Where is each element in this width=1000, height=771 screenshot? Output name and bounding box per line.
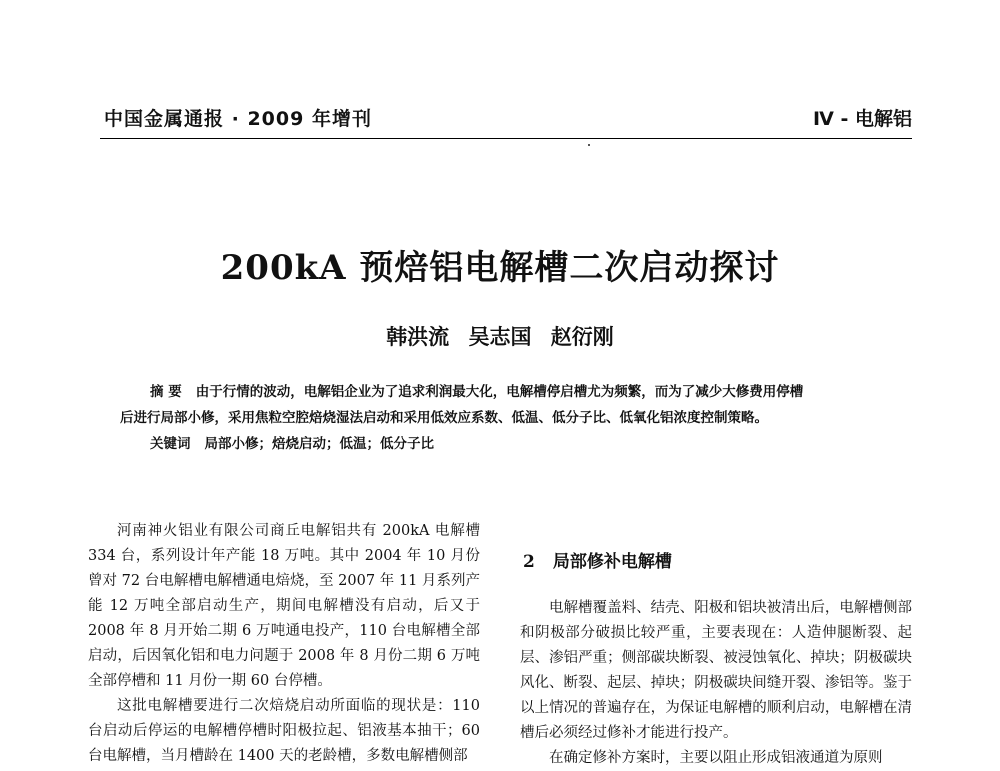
section-number: 2 (523, 552, 535, 572)
speck (588, 144, 590, 146)
abstract-line-2: 后进行局部小修，采用焦粒空腔焙烧湿法启动和采用低效应系数、低温、低分子比、低氧化铝浓度控制策略。 (120, 410, 768, 426)
right-paragraph-2: 在确定修补方案时，主要以阻止形成铝液通道为原则 (549, 750, 883, 766)
section-title: 局部修补电解槽 (552, 552, 672, 572)
left-paragraph-2: 这批电解槽要进行二次焙烧启动所面临的现状是：110 台启动后停运的电解槽停槽时阳极拉起、铝液基本抽干；60 台电解槽，当月槽龄在 1400 天的老龄槽，多数电解槽侧部 (88, 698, 480, 764)
header-rule (100, 138, 912, 139)
keywords-label: 关键词 (150, 436, 191, 452)
left-paragraph-1: 河南神火铝业有限公司商丘电解铝共有 200kA 电解槽 334 台，系列设计年产能 18 万吨。其中 2004 年 10 月份曾对 72 台电解槽电解槽通电焙烧，至 2007 年 11 月系列产能 12 万吨全部启动生产，期间电解槽没有启动，后又于 2008 年 8 月开始二期 6 万吨通电投产，110 台电解槽全部启动，后因氧化铝和电力问题于 2008 年 8 月份二期 6 万吨全部停槽和 11 月份一期 60 台停槽。 (88, 523, 480, 689)
abstract-line-1 (150, 380, 803, 400)
paper-title: 200kA 预焙铝电解槽二次启动探讨 (220, 248, 780, 288)
section-2-heading (523, 547, 672, 572)
keywords-line (150, 432, 434, 452)
abstract-label: 摘 要 (150, 384, 182, 400)
right-paragraph-1: 电解槽覆盖料、结壳、阳极和铝块被清出后，电解槽侧部和阴极部分破损比较严重，主要表现在：人造伸腿断裂、起层、渗铝严重；侧部碳块断裂、被浸蚀氧化、掉块；阴极碳块风化、断裂、起层、掉块；阴极碳块间缝开裂、渗铝等。鉴于以上情况的普遍存在，为保证电解槽的顺利启动，电解槽在清槽后必须经过修补才能进行投产。 (520, 600, 912, 741)
authors: 韩洪流 吴志国 赵衍刚 (386, 324, 614, 349)
journal-header: 中国金属通报 · 2009 年增刊 (104, 108, 372, 130)
section-header: Ⅳ - 电解铝 (813, 108, 912, 130)
abstract-text-1: 由于行情的波动，电解铝企业为了追求利润最大化，电解槽停启槽尤为频繁，而为了减少大修费用停槽 (195, 384, 804, 400)
body-right-column (520, 596, 912, 771)
body-left-column (88, 519, 480, 769)
keywords-text: 局部小修；焙烧启动；低温；低分子比 (204, 436, 434, 452)
